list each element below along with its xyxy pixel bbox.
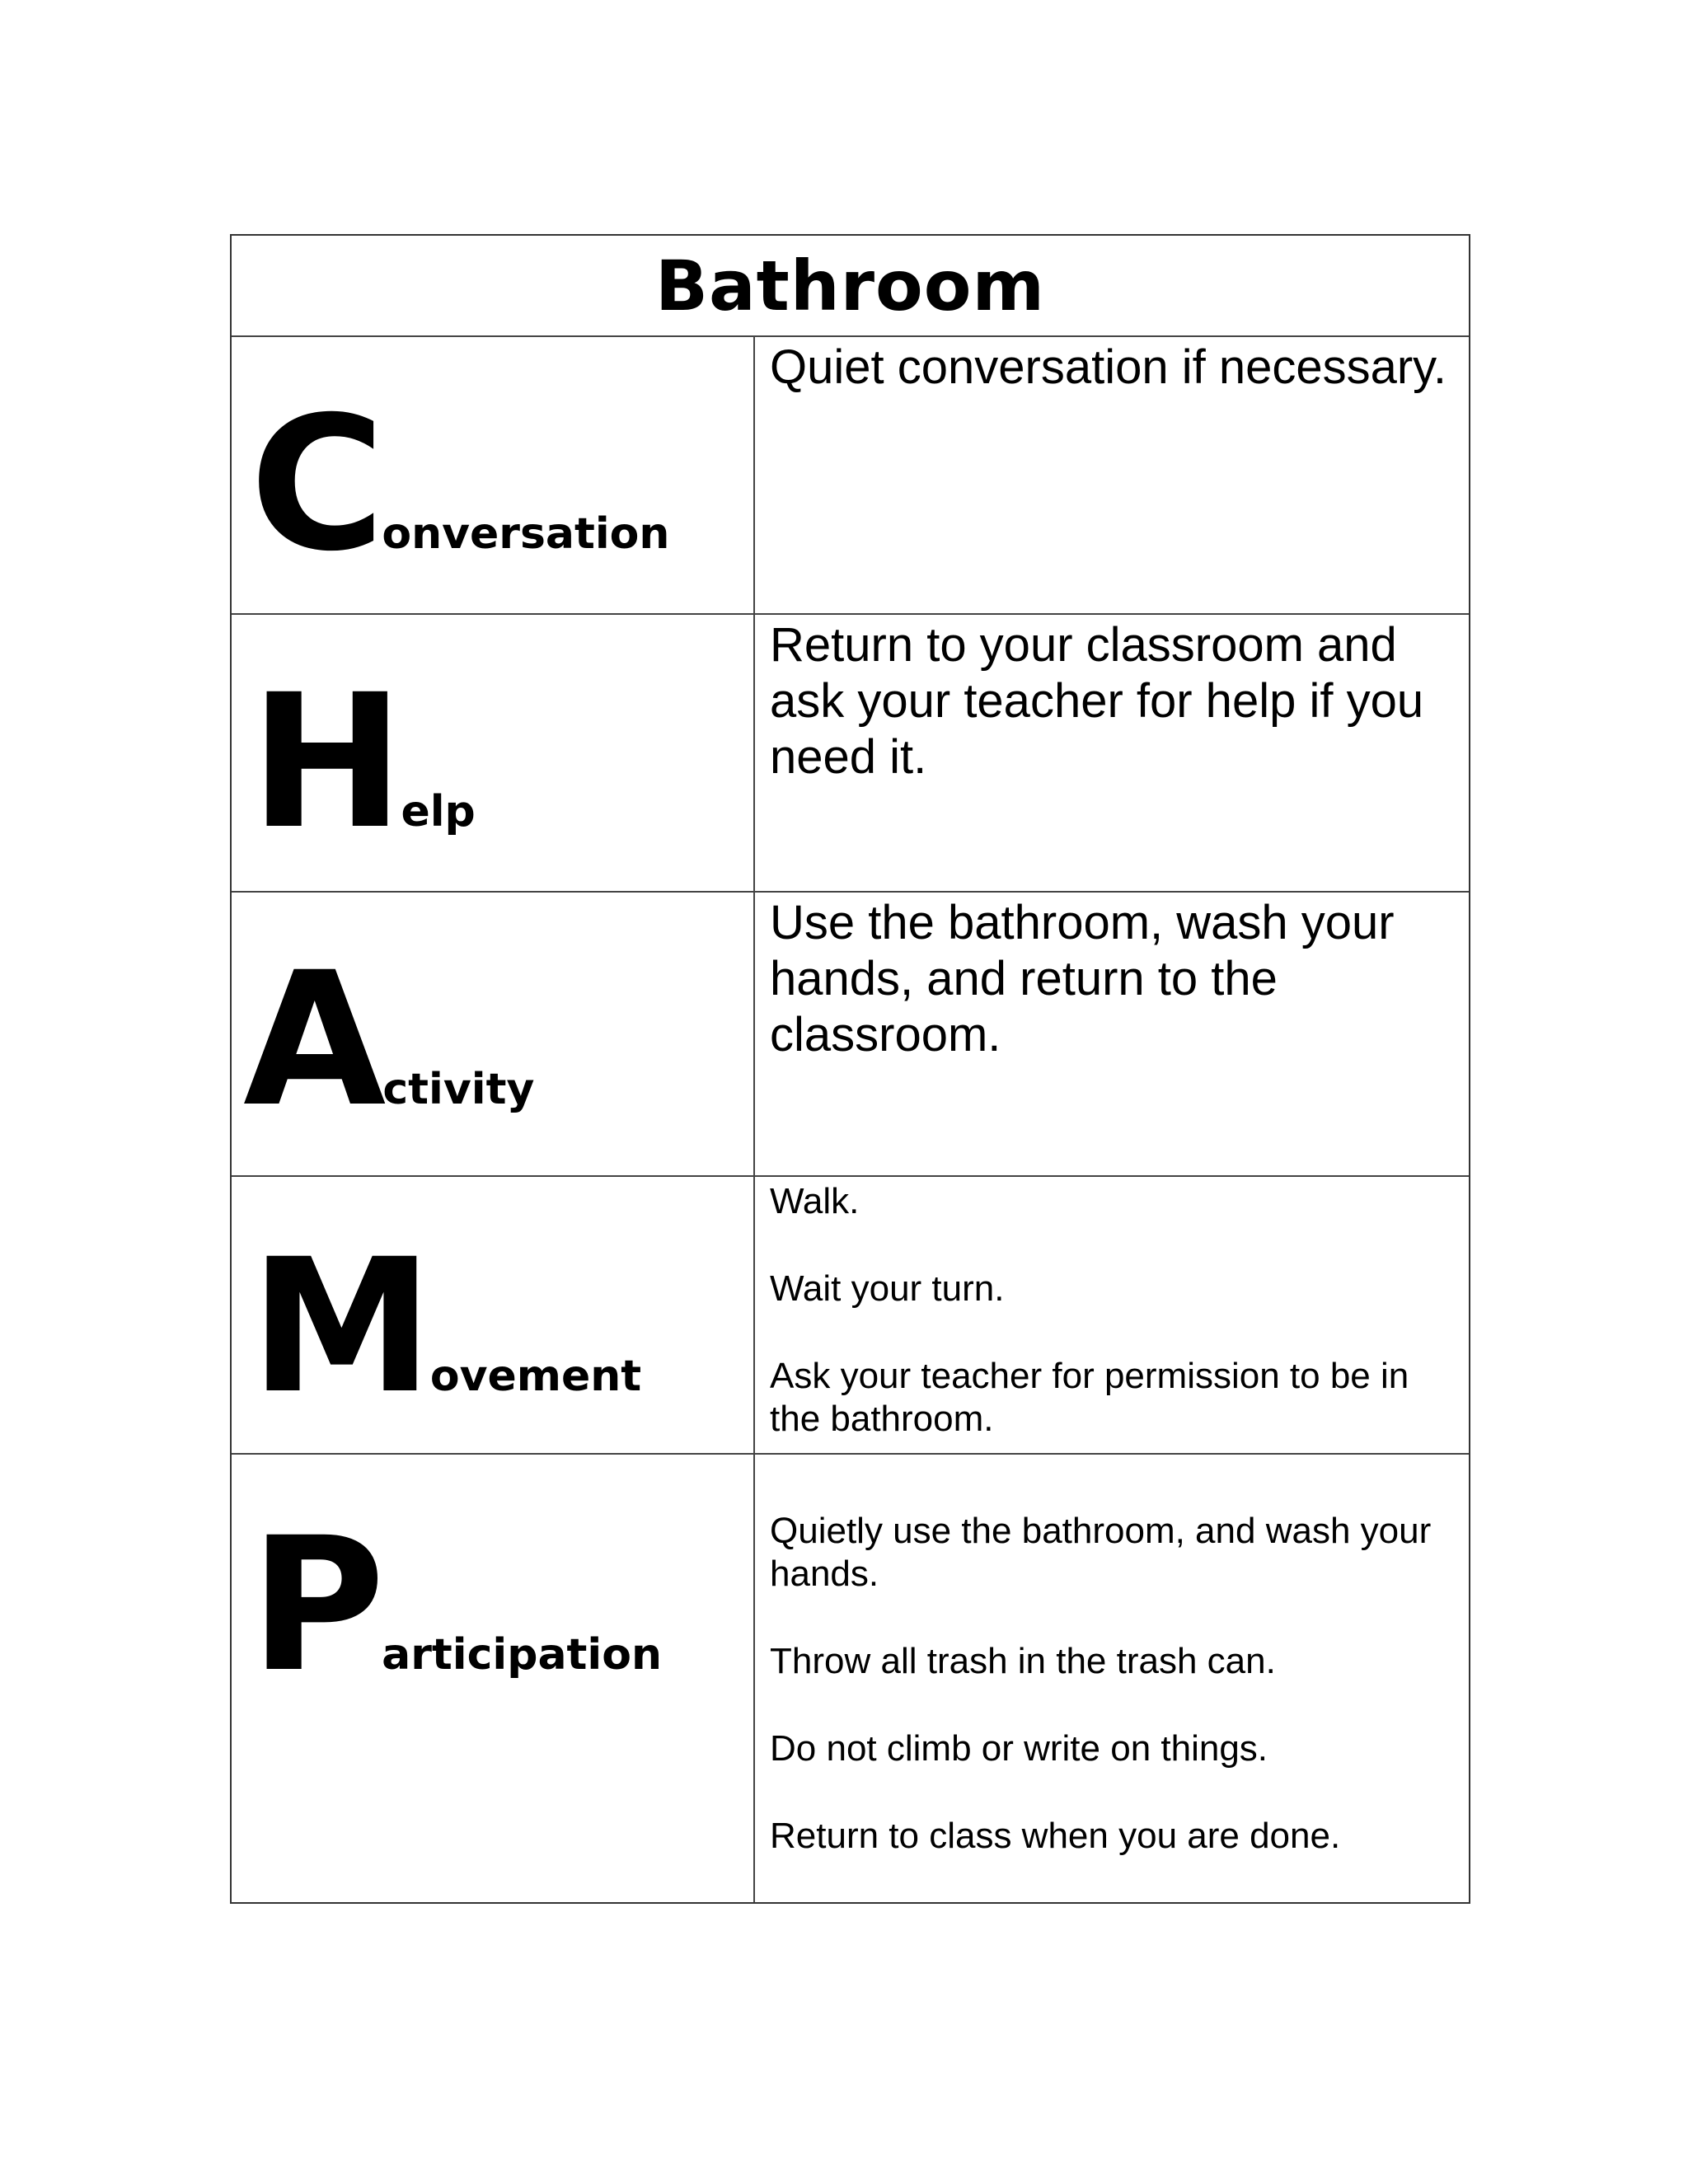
row-letter: C (250, 377, 382, 592)
row-divider (232, 1175, 1469, 1177)
row-label-participation (250, 1497, 662, 1713)
description-line: Return to class when you are done. (770, 1816, 1341, 1856)
description-line: Throw all trash in the trash can. (770, 1641, 1276, 1681)
row-letter: A (243, 932, 383, 1147)
row-word-rest: ctivity (382, 1065, 535, 1114)
description-line: Ask your teacher for permission to be in the bathroom. (770, 1356, 1409, 1439)
row-word-rest: onversation (382, 509, 670, 559)
row-letter: P (250, 1497, 382, 1713)
description-line: Return to your classroom and ask your teacher for help if you need it. (770, 618, 1424, 784)
row-description-movement (770, 1180, 1454, 1441)
description-line: Walk. (770, 1181, 860, 1221)
column-divider (753, 335, 755, 1902)
description-line: Quietly use the bathroom, and wash your hands. (770, 1511, 1432, 1594)
row-divider (232, 335, 1469, 337)
row-word-rest: articipation (382, 1630, 662, 1680)
row-label-movement (250, 1219, 642, 1434)
row-letter: H (250, 654, 401, 869)
row-word-rest: ovement (429, 1352, 642, 1401)
description-line: Wait your turn. (770, 1268, 1005, 1309)
row-divider (232, 1453, 1469, 1455)
row-label-activity (243, 932, 535, 1147)
description-line: Use the bathroom, wash your hands, and return to the classroom. (770, 896, 1395, 1062)
champ-chart (230, 234, 1470, 1904)
row-description-help (770, 617, 1454, 785)
description-line: Do not climb or write on things. (770, 1728, 1268, 1769)
description-line: Quiet conversation if necessary. (770, 340, 1447, 394)
row-label-conversation (250, 377, 670, 592)
row-description-participation (770, 1510, 1454, 1858)
row-word-rest: elp (401, 787, 476, 837)
chart-title: Bathroom (654, 245, 1046, 326)
row-description-activity (770, 895, 1454, 1063)
row-divider (232, 891, 1469, 893)
row-divider (232, 613, 1469, 615)
row-letter: M (250, 1219, 430, 1434)
row-description-conversation (770, 340, 1454, 396)
row-label-help (250, 654, 476, 869)
